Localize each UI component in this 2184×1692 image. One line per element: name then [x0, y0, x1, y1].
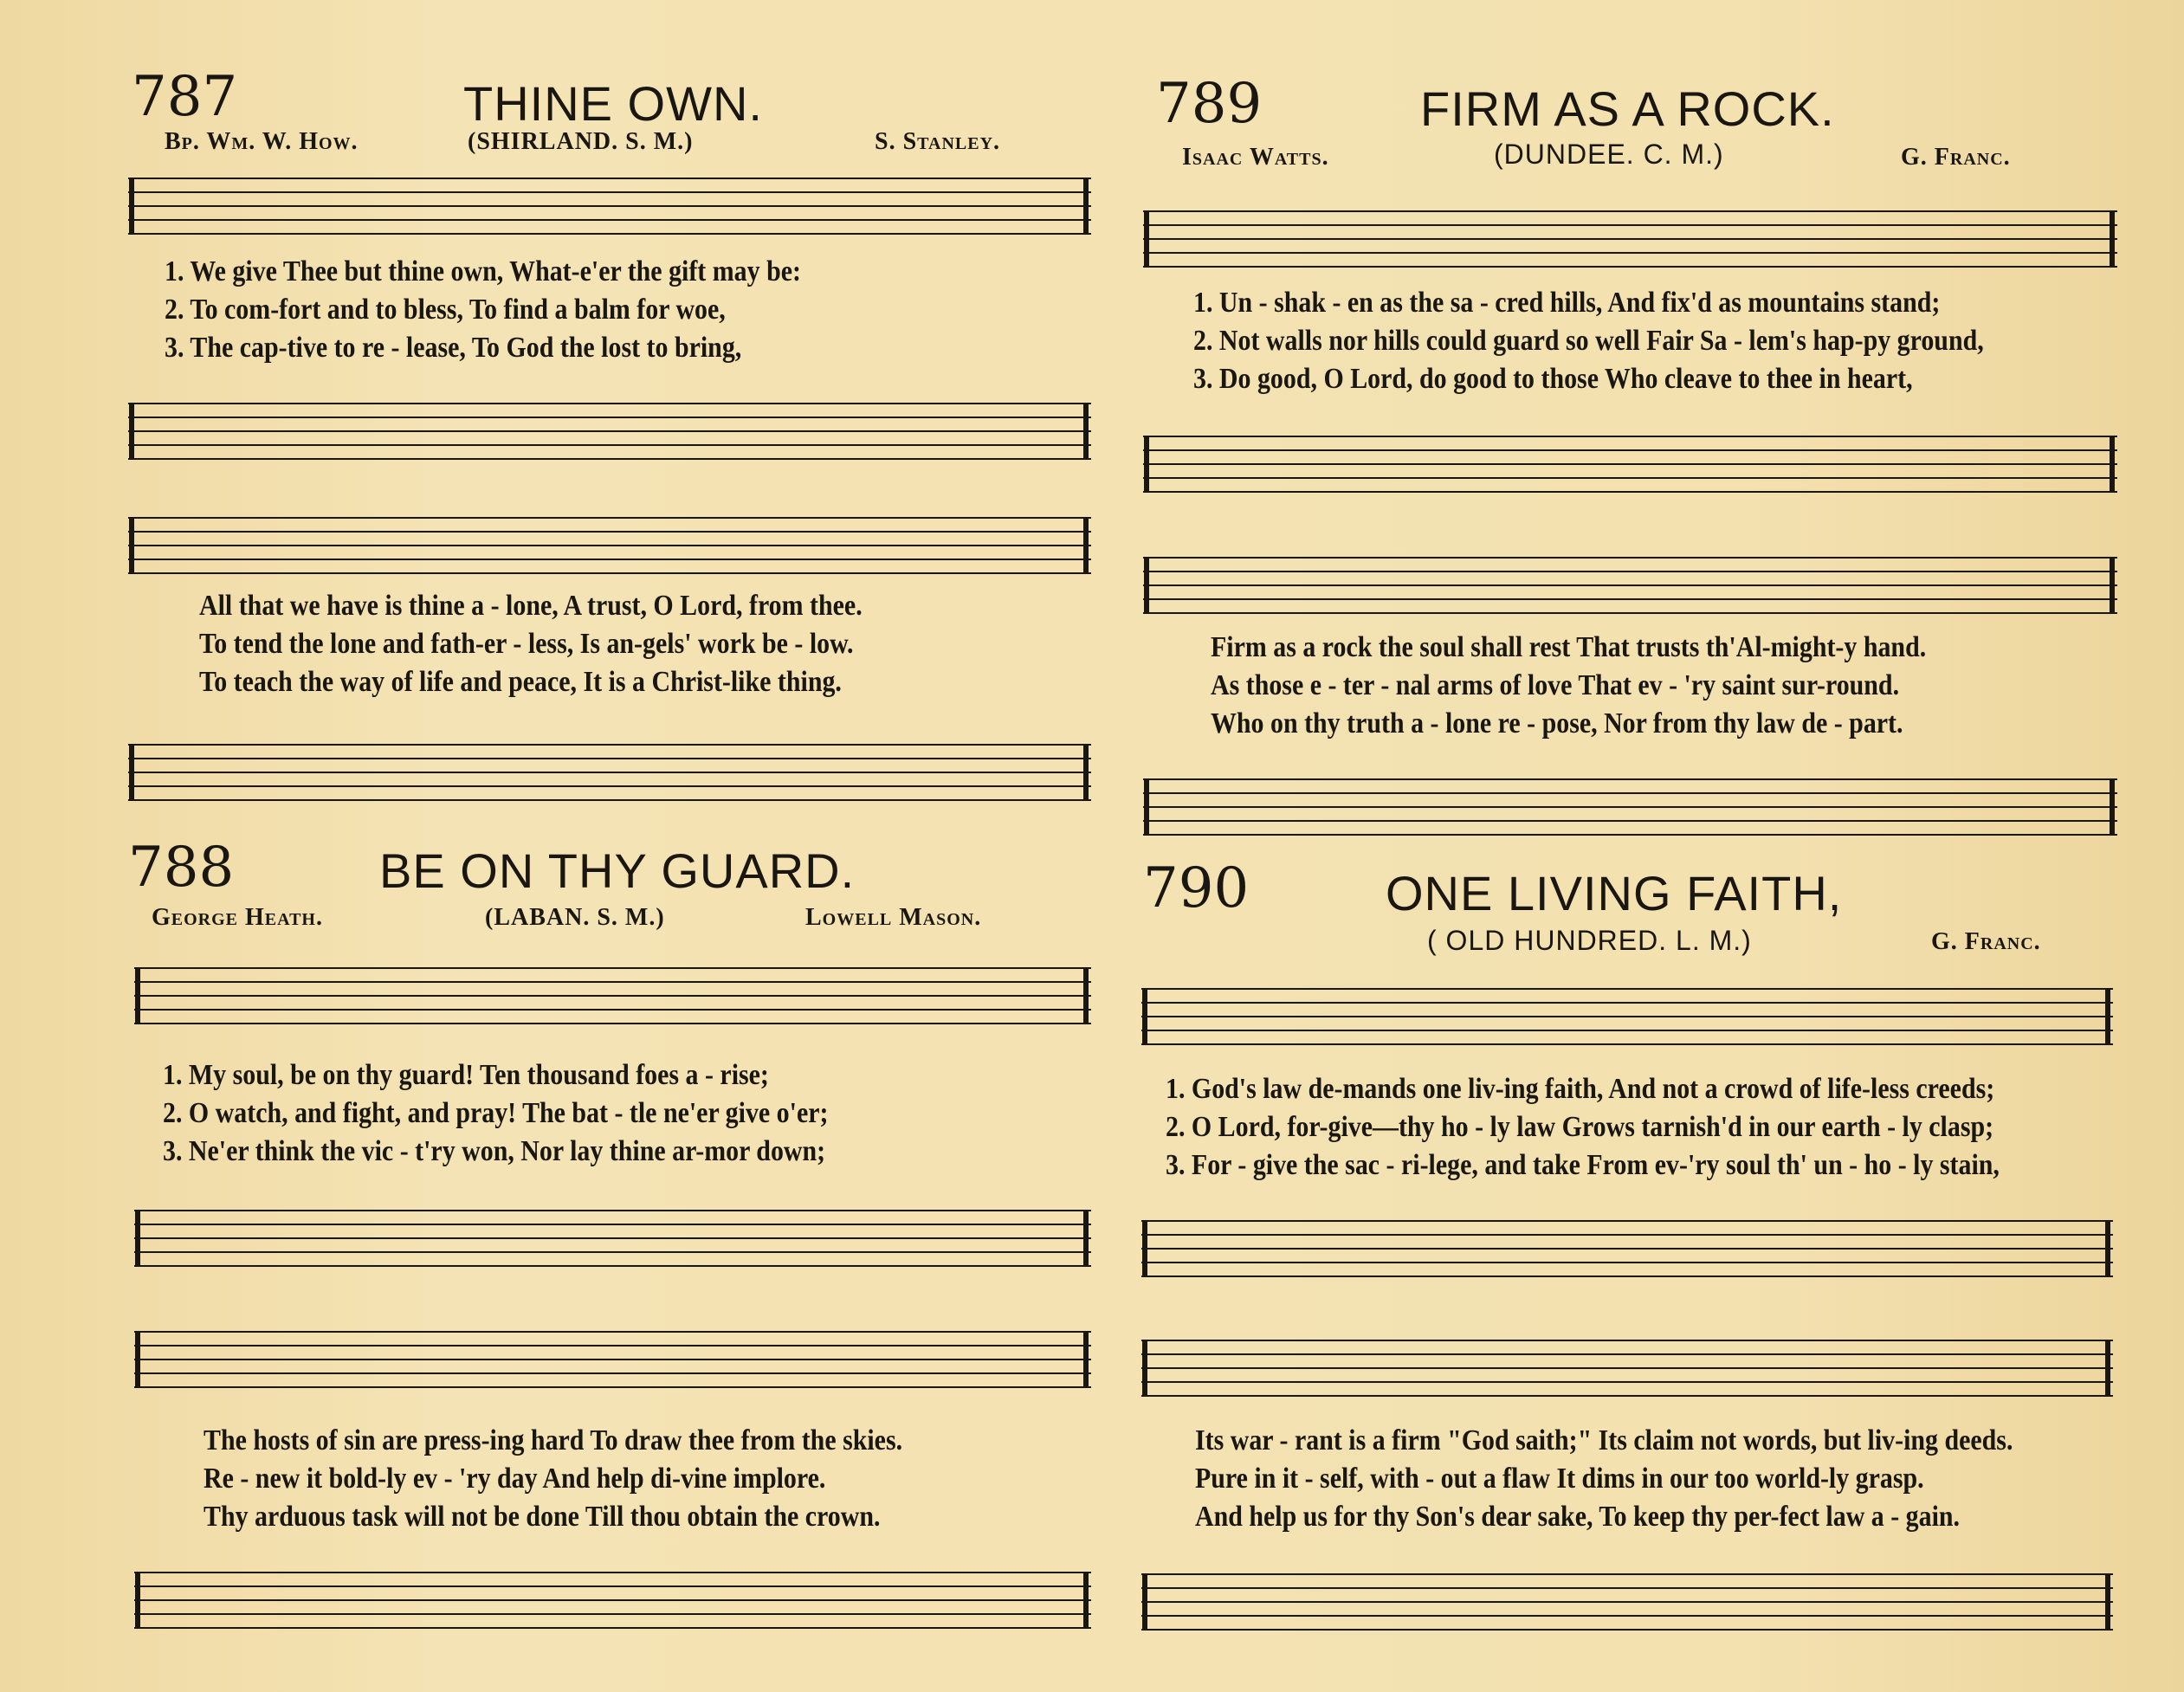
- music-staff-bass: [1143, 772, 2117, 842]
- music-staff-treble: [128, 171, 1091, 241]
- music-staff-bass: [134, 1566, 1091, 1635]
- verse-line: 2. Not walls nor hills could guard so well Fair Sa - lem's hap-py ground,: [1193, 325, 1984, 357]
- hymn-number: 787: [132, 65, 238, 129]
- music-staff-treble: [1141, 1334, 2113, 1403]
- hymn-title: BE ON THY GUARD.: [379, 843, 856, 898]
- hymn-composer: G. Franc.: [1931, 928, 2041, 955]
- hymn-tune: (DUNDEE. C. M.): [1494, 139, 1724, 170]
- verse-line: And help us for thy Son's dear sake, To keep thy per-fect law a - gain.: [1195, 1501, 1961, 1533]
- verse-line: As those e - ter - nal arms of love That ev - 'ry saint sur-round.: [1211, 669, 1900, 701]
- verse-line: 1. Un - shak - en as the sa - cred hills, And fix'd as mountains stand;: [1193, 287, 1941, 319]
- music-staff-treble: [1143, 204, 2117, 274]
- verse-line: 2. O Lord, for-give—thy ho - ly law Grows tarnish'd in our earth - ly clasp;: [1166, 1111, 1994, 1143]
- hymn-author: Isaac Watts.: [1182, 144, 1329, 171]
- verses-second-half: [199, 587, 863, 701]
- verse-line: 2. To com-fort and to bless, To find a balm for woe,: [165, 294, 726, 326]
- music-staff-bass: [1141, 1214, 2113, 1283]
- hymn-author: George Heath.: [152, 904, 323, 931]
- verses-second-half: [1211, 629, 1926, 743]
- verse-line: 3. For - give the sac - ri-lege, and take From ev-'ry soul th' un - ho - ly stain,: [1166, 1149, 2000, 1181]
- music-staff-treble: [128, 511, 1091, 580]
- hymn-tune: (SHIRLAND. S. M.): [468, 128, 694, 155]
- verse-line: 3. Do good, O Lord, do good to those Who cleave to thee in heart,: [1193, 363, 1913, 395]
- hymn-composer: S. Stanley.: [875, 128, 1001, 155]
- hymn-tune: (LABAN. S. M.): [485, 904, 665, 931]
- verse-line: 3. Ne'er think the vic - t'ry won, Nor lay thine ar-mor down;: [163, 1135, 826, 1167]
- verse-line: 1. My soul, be on thy guard! Ten thousand foes a - rise;: [163, 1059, 769, 1091]
- music-staff-treble: [1141, 982, 2113, 1051]
- music-staff-bass: [1141, 1567, 2113, 1637]
- verse-line: Pure in it - self, with - out a flaw It dims in our too world-ly grasp.: [1195, 1463, 1924, 1495]
- verses-second-half: [204, 1422, 902, 1536]
- music-staff-bass: [134, 1204, 1091, 1273]
- hymn-title: THINE OWN.: [463, 76, 763, 131]
- hymn-number: 789: [1156, 72, 1263, 136]
- verse-line: Its war - rant is a firm "God saith;" Its claim not words, but liv-ing deeds.: [1195, 1424, 2013, 1456]
- verse-line: Thy arduous task will not be done Till thou obtain the crown.: [204, 1501, 881, 1533]
- hymn-title: FIRM AS A ROCK.: [1420, 81, 1835, 136]
- verses-first-half: [1166, 1070, 2000, 1185]
- verses-second-half: [1195, 1422, 2013, 1536]
- verse-line: Re - new it bold-ly ev - 'ry day And help di-vine implore.: [204, 1463, 826, 1495]
- hymn-tune: ( OLD HUNDRED. L. M.): [1427, 925, 1752, 956]
- hymn-title: ONE LIVING FAITH,: [1386, 866, 1843, 920]
- verses-first-half: [163, 1056, 828, 1171]
- hymn-number: 790: [1143, 856, 1250, 920]
- verse-line: To teach the way of life and peace, It is a Christ-like thing.: [199, 666, 842, 698]
- music-staff-treble: [134, 1325, 1091, 1394]
- verses-first-half: [1193, 284, 1984, 398]
- music-staff-bass: [128, 397, 1091, 466]
- verse-line: The hosts of sin are press-ing hard To draw thee from the skies.: [204, 1424, 903, 1456]
- hymn-composer: Lowell Mason.: [805, 904, 982, 931]
- verse-line: 2. O watch, and fight, and pray! The bat - tle ne'er give o'er;: [163, 1097, 829, 1129]
- hymn-composer: G. Franc.: [1901, 144, 2011, 171]
- music-staff-treble: [1143, 551, 2117, 620]
- verse-line: Firm as a rock the soul shall rest That trusts th'Al-might-y hand.: [1211, 631, 1927, 663]
- verse-line: To tend the lone and fath-er - less, Is an-gels' work be - low.: [199, 628, 854, 660]
- verse-line: 1. God's law de-mands one liv-ing faith, And not a crowd of life-less creeds;: [1166, 1073, 1995, 1105]
- music-staff-treble: [134, 961, 1091, 1030]
- hymn-author: Bp. Wm. W. How.: [165, 128, 359, 155]
- verse-line: All that we have is thine a - lone, A trust, O Lord, from thee.: [199, 590, 863, 622]
- music-staff-bass: [128, 738, 1091, 807]
- hymn-number: 788: [128, 836, 235, 900]
- verses-first-half: [165, 253, 801, 367]
- verse-line: Who on thy truth a - lone re - pose, Nor from thy law de - part.: [1211, 707, 1903, 739]
- verse-line: 3. The cap-tive to re - lease, To God the lost to bring,: [165, 332, 742, 364]
- music-staff-bass: [1143, 429, 2117, 499]
- verse-line: 1. We give Thee but thine own, What-e'er the gift may be:: [165, 255, 801, 287]
